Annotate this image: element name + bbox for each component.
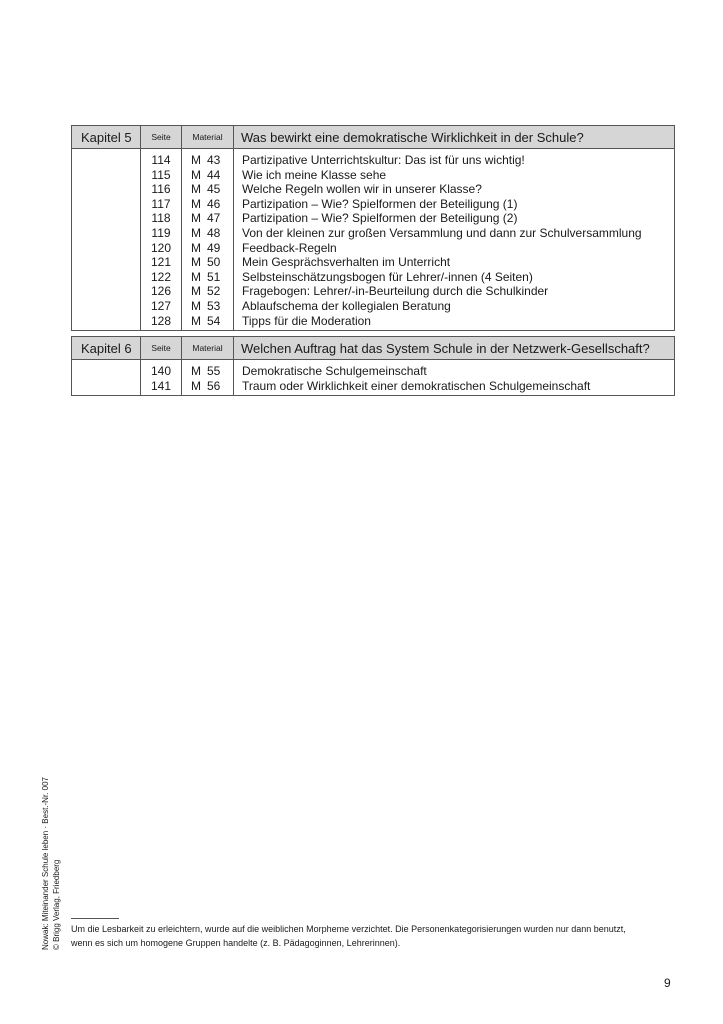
chapter-5-table bbox=[71, 125, 675, 331]
footnote-line-2: wenn es sich um homogene Gruppen handelte (z. B. Pädagoginnen, Lehrerinnen). bbox=[71, 938, 401, 948]
page-column bbox=[141, 360, 182, 395]
chapter-label: Kapitel 5 bbox=[72, 126, 141, 148]
page-number: 121 bbox=[150, 255, 172, 270]
chapter-label: Kapitel 6 bbox=[72, 337, 141, 359]
chapter-title: Was bewirkt eine demokratische Wirklichkeit in der Schule? bbox=[241, 129, 584, 145]
entry-title: Selbsteinschätzungsbogen für Lehrer/-innen (4 Seiten) bbox=[242, 269, 533, 284]
entry-title: Wie ich meine Klasse sehe bbox=[242, 167, 387, 182]
entry-title: Partizipative Unterrichtskultur: Das ist für uns wichtig! bbox=[242, 153, 525, 167]
page-number: 116 bbox=[151, 182, 171, 197]
material-id: M 49 bbox=[191, 240, 221, 255]
page-number: 117 bbox=[151, 196, 171, 211]
entry-title: Partizipation – Wie? Spielformen der Beteiligung (1) bbox=[242, 196, 518, 211]
empty-cell bbox=[72, 149, 141, 330]
page-number: 114 bbox=[151, 153, 171, 167]
material-id: M 51 bbox=[191, 269, 221, 284]
page-number: 122 bbox=[150, 269, 172, 284]
material-id: M 55 bbox=[191, 364, 221, 378]
entry-title: Welche Regeln wollen wir in unserer Klasse? bbox=[242, 182, 482, 197]
side-note bbox=[40, 777, 62, 950]
material-id: M 50 bbox=[191, 255, 221, 270]
page-number: 120 bbox=[150, 240, 172, 255]
entry-title: Ablaufschema der kollegialen Beratung bbox=[242, 298, 451, 313]
entry-title: Mein Gesprächsverhalten im Unterricht bbox=[242, 255, 451, 270]
chapter-5-header bbox=[72, 126, 674, 149]
page-number: 115 bbox=[151, 167, 171, 182]
chapter-6-body bbox=[72, 360, 674, 395]
chapter-5-body bbox=[72, 149, 674, 330]
entry-title: Partizipation – Wie? Spielformen der Beteiligung (2) bbox=[242, 211, 518, 226]
entry-title: Von der kleinen zur großen Versammlung und dann zur Schulversammlung bbox=[242, 225, 642, 240]
material-id: M 44 bbox=[191, 167, 221, 182]
page-number: 118 bbox=[151, 211, 171, 226]
seite-header: Seite bbox=[141, 337, 182, 359]
title-column bbox=[234, 360, 674, 395]
material-id: M 45 bbox=[191, 182, 221, 197]
title-column bbox=[234, 149, 674, 330]
page-number: 141 bbox=[150, 378, 172, 393]
material-header: Material bbox=[182, 337, 234, 359]
footnote-line-1: Um die Lesbarkeit zu erleichtern, wurde auf die weiblichen Morpheme verzichtet. Die Personenkategorisierungen wurden nur dann benutzt, bbox=[71, 924, 626, 934]
entry-title: Fragebogen: Lehrer/-in-Beurteilung durch die Schulkinder bbox=[242, 284, 549, 299]
page-number: 140 bbox=[150, 364, 172, 378]
page-number-footer: 9 bbox=[664, 976, 671, 990]
chapter-6-table bbox=[71, 336, 675, 396]
material-id: M 56 bbox=[191, 378, 221, 393]
material-id: M 46 bbox=[191, 196, 221, 211]
material-id: M 47 bbox=[191, 211, 221, 226]
material-id: M 43 bbox=[191, 153, 221, 167]
chapter-title: Welchen Auftrag hat das System Schule in der Netzwerk-Gesellschaft? bbox=[241, 340, 650, 356]
chapter-6-header bbox=[72, 337, 674, 360]
side-note-line-2: © Brigg Verlag, Friedberg bbox=[52, 859, 61, 950]
footnote bbox=[71, 922, 676, 950]
page-number: 119 bbox=[151, 225, 171, 240]
page-number: 127 bbox=[150, 298, 172, 313]
page-number: 126 bbox=[150, 284, 172, 299]
side-note-line-1: Nowak: Miteinander Schule leben · Best.-Nr. 007 bbox=[41, 777, 50, 950]
material-id: M 53 bbox=[191, 298, 221, 313]
material-id: M 52 bbox=[191, 284, 221, 299]
material-id: M 48 bbox=[191, 225, 221, 240]
entry-title: Traum oder Wirklichkeit einer demokratischen Schulgemeinschaft bbox=[242, 378, 591, 393]
entry-title: Tipps für die Moderation bbox=[242, 313, 371, 328]
material-id: M 54 bbox=[191, 313, 221, 328]
empty-cell bbox=[72, 360, 141, 395]
material-column bbox=[182, 360, 234, 395]
material-column bbox=[182, 149, 234, 330]
page-column bbox=[141, 149, 182, 330]
material-header: Material bbox=[182, 126, 234, 148]
seite-header: Seite bbox=[141, 126, 182, 148]
footnote-rule bbox=[71, 918, 119, 919]
page-number: 128 bbox=[150, 313, 172, 328]
entry-title: Feedback-Regeln bbox=[242, 240, 337, 255]
entry-title: Demokratische Schulgemeinschaft bbox=[242, 364, 427, 378]
